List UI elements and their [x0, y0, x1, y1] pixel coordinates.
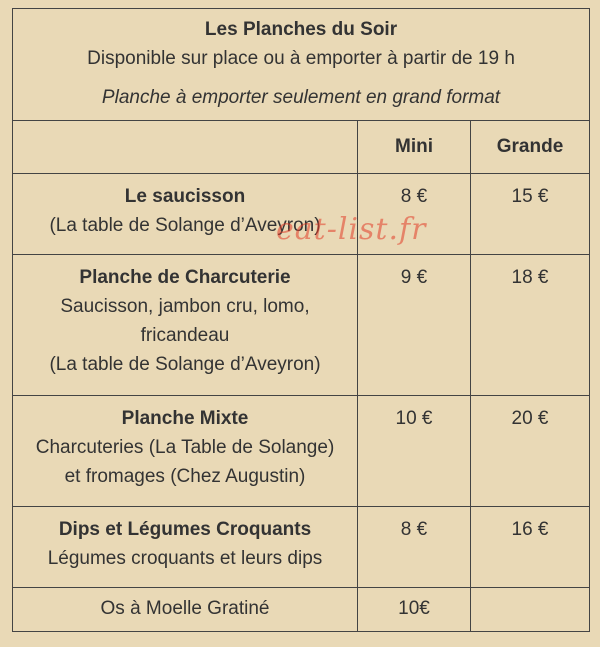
table-row	[13, 588, 590, 632]
price-grande: 16 €	[471, 507, 590, 588]
item-cell	[13, 588, 358, 632]
menu-note: Planche à emporter seulement en grand format	[101, 87, 501, 108]
price-grande	[471, 588, 590, 632]
table-row	[13, 174, 590, 255]
column-header-item	[13, 121, 358, 174]
item-name: Dips et Légumes Croquants	[58, 519, 312, 540]
price-mini: 8 €	[358, 174, 471, 255]
price-mini: 10€	[358, 588, 471, 632]
menu-title: Les Planches du Soir	[204, 19, 398, 40]
item-description: Légumes croquants et leurs dips	[47, 548, 323, 569]
item-name: Planche de Charcuterie	[79, 267, 291, 288]
item-description: (La table de Solange d’Aveyron)	[49, 354, 321, 375]
price-mini: 9 €	[358, 255, 471, 396]
price-mini: 8 €	[358, 507, 471, 588]
menu-subtitle: Disponible sur place ou à emporter à partir de 19 h	[87, 48, 515, 69]
table-row	[13, 255, 590, 396]
menu-header-cell	[13, 9, 590, 121]
column-header-row	[13, 121, 590, 174]
item-description: (La table de Solange d’Aveyron)	[49, 215, 321, 236]
column-header-mini: Mini	[358, 121, 471, 174]
price-grande: 15 €	[471, 174, 590, 255]
watermark: eat-list.fr	[276, 212, 427, 247]
column-header-grande: Grande	[471, 121, 590, 174]
item-description: Charcuteries (La Table de Solange)	[35, 437, 335, 458]
item-description: et fromages (Chez Augustin)	[64, 466, 306, 487]
table-row	[13, 396, 590, 507]
item-description: fricandeau	[140, 325, 230, 346]
table-row	[13, 507, 590, 588]
price-mini: 10 €	[358, 396, 471, 507]
price-grande: 18 €	[471, 255, 590, 396]
item-name: Planche Mixte	[121, 408, 249, 429]
item-cell	[13, 255, 358, 396]
item-cell	[13, 396, 358, 507]
menu-header-row	[13, 9, 590, 121]
price-grande: 20 €	[471, 396, 590, 507]
item-name: Le saucisson	[124, 186, 246, 207]
item-cell	[13, 507, 358, 588]
item-cell	[13, 174, 358, 255]
item-description: Saucisson, jambon cru, lomo,	[60, 296, 310, 317]
item-description: Os à Moelle Gratiné	[100, 598, 270, 619]
menu-table	[12, 8, 590, 632]
